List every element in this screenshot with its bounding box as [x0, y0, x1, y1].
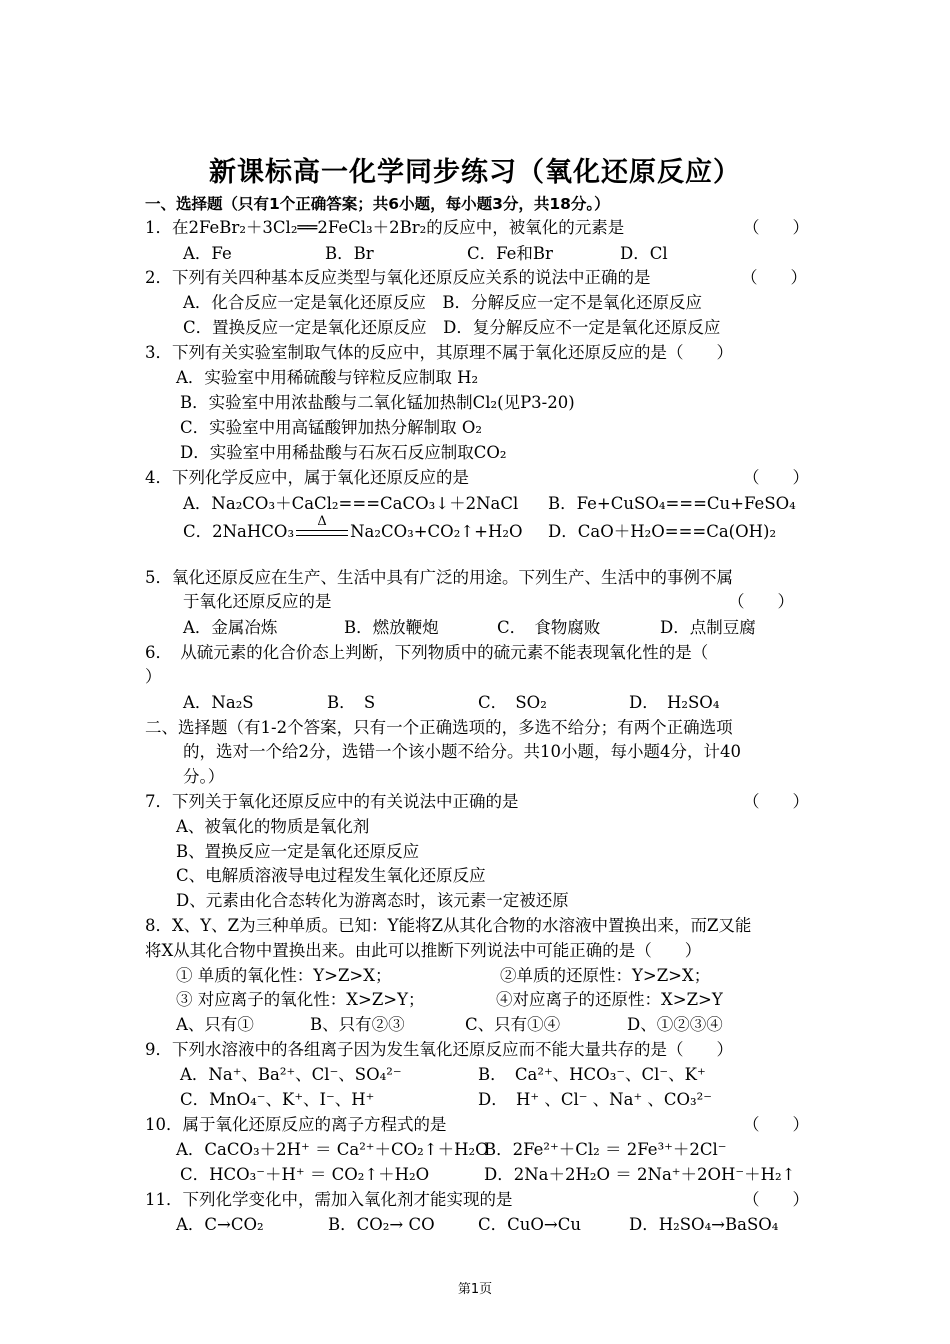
question-11-option-c: C．CuO→Cu: [478, 1215, 581, 1234]
question-5-option-d: D．点制豆腐: [660, 618, 756, 637]
question-2-answer-bracket: （ ）: [741, 268, 807, 287]
question-4-option-c-products: Na₂CO₃+CO₂↑+H₂O: [350, 522, 523, 541]
question-1-option-d: D．Cl: [620, 244, 668, 263]
question-8-statement-1: ① 单质的氧化性：Y>Z>X；: [176, 966, 392, 985]
question-10-option-c: C．HCO₃⁻＋H⁺ ＝ CO₂↑＋H₂O: [180, 1165, 430, 1184]
question-3-option-b: B．实验室中用浓盐酸与二氧化锰加热制Cl₂(见P3-20): [180, 393, 575, 412]
question-8-stem-line-1: 8．X、Y、Z为三种单质。已知：Y能将Z从其化合物的水溶液中置换出来，而Z又能: [145, 916, 752, 935]
question-8-option-d: D、①②③④: [627, 1015, 723, 1034]
question-3-stem: 3．下列有关实验室制取气体的反应中，其原理不属于氧化还原反应的是（ ）: [145, 343, 733, 362]
question-9-option-a: A．Na⁺、Ba²⁺、Cl⁻、SO₄²⁻: [180, 1065, 402, 1084]
question-7-option-d: D、元素由化合态转化为游离态时，该元素一定被还原: [176, 891, 569, 910]
question-8-stem-line-2: 将X从其化合物中置换出来。由此可以推断下列说法中可能正确的是（ ）: [145, 941, 702, 960]
delta-symbol: Δ: [317, 514, 327, 529]
question-2-options-line-1: A．化合反应一定是氧化还原反应 B．分解反应一定不是氧化还原反应: [183, 293, 703, 312]
question-10-answer-bracket: （ ）: [743, 1115, 809, 1134]
double-line: [296, 530, 348, 536]
section-2-heading-line-2: 的，选对一个给2分，选错一个该小题不给分。共10小题，每小题4分，计40: [183, 742, 741, 761]
question-6-stem-line-1: 6． 从硫元素的化合价态上判断，下列物质中的硫元素不能表现氧化性的是（: [145, 643, 709, 662]
question-5-option-a: A．金属冶炼: [183, 618, 278, 637]
question-3-option-d: D．实验室中用稀盐酸与石灰石反应制取CO₂: [180, 443, 507, 462]
question-4-stem: 4．下列化学反应中，属于氧化还原反应的是: [145, 468, 469, 487]
question-7-option-b: B、置换反应一定是氧化还原反应: [176, 842, 420, 861]
question-5-answer-bracket: （ ）: [728, 592, 794, 611]
question-1-option-c: C．Fe和Br: [467, 244, 553, 263]
question-7-option-c: C、电解质溶液导电过程发生氧化还原反应: [176, 866, 486, 885]
question-1-answer-bracket: （ ）: [743, 218, 809, 237]
question-6-option-c: C． SO₂: [478, 693, 547, 712]
question-4-option-c-reactant: C．2NaHCO₃: [183, 522, 295, 541]
question-8-option-a: A、只有①: [176, 1015, 254, 1034]
question-6-option-a: A．Na₂S: [183, 693, 254, 712]
question-3-option-c: C．实验室中用高锰酸钾加热分解制取 O₂: [180, 418, 483, 437]
question-9-option-b: B． Ca²⁺、HCO₃⁻、Cl⁻、K⁺: [478, 1065, 706, 1084]
heating-condition-arrow: [294, 514, 350, 542]
question-11-answer-bracket: （ ）: [743, 1190, 809, 1209]
question-4-option-d: D．CaO＋H₂O===Ca(OH)₂: [548, 522, 777, 541]
question-11-option-d: D．H₂SO₄→BaSO₄: [629, 1215, 779, 1234]
question-5-option-b: B．燃放鞭炮: [344, 618, 439, 637]
question-8-statement-3: ③ 对应离子的氧化性：X>Z>Y；: [176, 990, 425, 1009]
question-3-option-a: A．实验室中用稀硫酸与锌粒反应制取 H₂: [176, 368, 479, 387]
question-9-option-c: C．MnO₄⁻、K⁺、I⁻、H⁺: [180, 1090, 375, 1109]
page-number: 第1页: [457, 1282, 493, 1297]
section-1-heading: 一、选择题（只有1个正确答案；共6小题，每小题3分，共18分。）: [145, 195, 610, 213]
page-title: 新课标高一化学同步练习（氧化还原反应）: [209, 157, 741, 188]
question-7-answer-bracket: （ ）: [743, 792, 809, 811]
question-11-option-a: A．C→CO₂: [176, 1215, 264, 1234]
question-10-option-b: B．2Fe²⁺＋Cl₂ ＝ 2Fe³⁺＋2Cl⁻: [484, 1140, 727, 1159]
question-4-answer-bracket: （ ）: [743, 468, 809, 487]
question-1-stem: 1．在2FeBr₂＋3Cl₂══2FeCl₃＋2Br₂的反应中，被氧化的元素是: [145, 218, 625, 237]
question-8-statement-4: ④对应离子的还原性：X>Z>Y: [496, 990, 723, 1009]
question-10-stem: 10．属于氧化还原反应的离子方程式的是: [145, 1115, 447, 1134]
question-1-option-a: A．Fe: [183, 244, 232, 263]
question-10-option-a: A．CaCO₃＋2H⁺ ＝ Ca²⁺＋CO₂↑＋H₂O: [176, 1140, 489, 1159]
question-7-stem: 7．下列关于氧化还原反应中的有关说法中正确的是: [145, 792, 519, 811]
question-8-option-b: B、只有②③: [310, 1015, 405, 1034]
question-11-option-b: B．CO₂→ CO: [328, 1215, 435, 1234]
question-2-stem: 2．下列有关四种基本反应类型与氧化还原反应关系的说法中正确的是: [145, 268, 651, 287]
question-5-stem-line-2: 于氧化还原反应的是: [183, 592, 332, 611]
question-7-option-a: A、被氧化的物质是氧化剂: [176, 817, 370, 836]
question-4-option-a: A．Na₂CO₃＋CaCl₂===CaCO₃↓＋2NaCl: [183, 494, 519, 513]
question-6-option-d: D． H₂SO₄: [629, 693, 720, 712]
question-11-stem: 11．下列化学变化中，需加入氧化剂才能实现的是: [145, 1190, 513, 1209]
question-8-statement-2: ②单质的还原性：Y>Z>X；: [500, 966, 711, 985]
section-2-heading-line-3: 分。）: [183, 767, 225, 786]
question-4-option-c: [183, 514, 523, 542]
section-2-heading-line-1: 二、选择题（有1-2个答案，只有一个正确选项的，多选不给分；有两个正确选项: [145, 718, 733, 737]
question-9-option-d: D． H⁺ 、Cl⁻ 、Na⁺ 、CO₃²⁻: [478, 1090, 712, 1109]
question-5-option-c: C． 食物腐败: [497, 618, 601, 637]
question-9-stem: 9．下列水溶液中的各组离子因为发生氧化还原反应而不能大量共存的是（ ）: [145, 1040, 733, 1059]
question-6-stem-line-2: ）: [145, 667, 162, 686]
question-1-option-b: B．Br: [325, 244, 374, 263]
question-2-options-line-2: C．置换反应一定是氧化还原反应 D．复分解反应不一定是氧化还原反应: [183, 318, 721, 337]
question-4-option-b: B．Fe+CuSO₄===Cu+FeSO₄: [548, 494, 796, 513]
question-6-option-b: B． S: [327, 693, 376, 712]
question-10-option-d: D．2Na＋2H₂O ＝ 2Na⁺＋2OH⁻＋H₂↑: [484, 1165, 796, 1184]
question-8-option-c: C、只有①④: [465, 1015, 561, 1034]
question-5-stem-line-1: 5．氧化还原反应在生产、生活中具有广泛的用途。下列生产、生活中的事例不属: [145, 568, 733, 587]
